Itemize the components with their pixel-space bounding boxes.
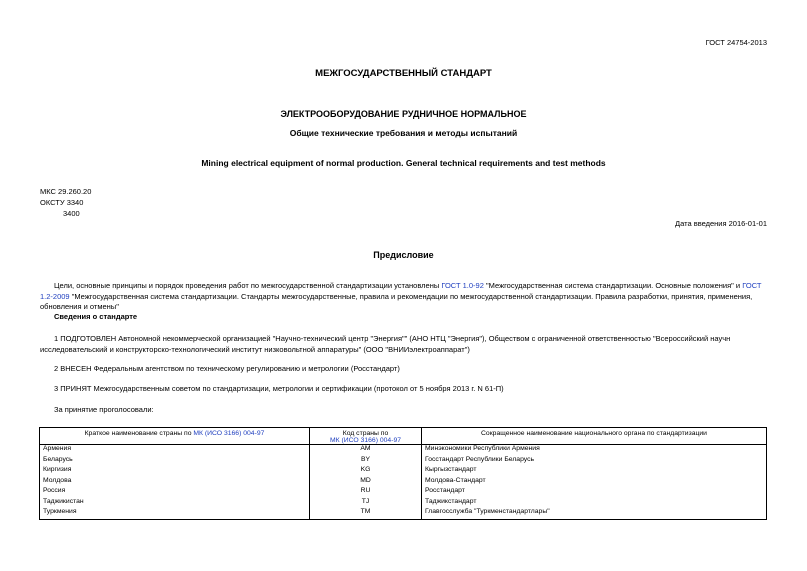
header-body: Сокращенное наименование национального органа по стандартизации: [422, 428, 767, 445]
standards-body: Молдова-Стандарт: [422, 477, 767, 488]
table-row: [40, 477, 767, 488]
table-row: [40, 498, 767, 509]
foreword-text-b: "Межгосударственная система стандартизации. Основные положения" и: [483, 281, 743, 290]
standards-body: Таджикстандарт: [422, 498, 767, 509]
english-title: Mining electrical equipment of normal production. General technical requirements and test methods: [201, 158, 606, 168]
main-title: ЭЛЕКТРООБОРУДОВАНИЕ РУДНИЧНОЕ НОРМАЛЬНОЕ: [280, 109, 527, 119]
countries-table: [39, 427, 767, 520]
country-name: Киргизия: [40, 466, 310, 477]
mks-code: МКС 29.260.20: [40, 187, 92, 196]
table-row: [40, 466, 767, 477]
country-name: Беларусь: [40, 456, 310, 467]
header-title: МЕЖГОСУДАРСТВЕННЫЙ СТАНДАРТ: [315, 68, 492, 79]
mk-iso-link-2[interactable]: МК (ИСО 3166) 004-97: [329, 437, 402, 444]
table-row: [40, 456, 767, 467]
item-1-line-2: исследовательский и конструкторско-технологический институт низковольтной аппаратуры" (ООО "ВНИИэлектроаппарат"): [40, 345, 470, 354]
gost-1-2-link[interactable]: ГОСТ 1.2-2009: [40, 281, 762, 301]
country-code: RU: [310, 487, 422, 498]
header-country: Краткое наименование страны по МК (ИСО 3166) 004-97: [40, 428, 310, 445]
subtitle: Общие технические требования и методы испытаний: [289, 128, 518, 138]
standards-body: Госстандарт Республики Беларусь: [422, 456, 767, 467]
country-name: Таджикистан: [40, 498, 310, 509]
foreword-paragraph: [40, 281, 768, 313]
gost-1-0-link[interactable]: ГОСТ 1.0-92: [441, 281, 484, 290]
header-code: Код страны по МК (ИСО 3166) 004-97: [310, 428, 422, 445]
table-row: [40, 445, 767, 456]
standards-body: Росстандарт: [422, 487, 767, 498]
standards-body: Главгосслужба "Туркменстандартлары": [422, 508, 767, 519]
country-code: AM: [310, 445, 422, 456]
item-2: 2 ВНЕСЕН Федеральным агентством по техническому регулированию и метрологии (Росстандарт): [54, 364, 400, 373]
country-name: Молдова: [40, 477, 310, 488]
country-code: TM: [310, 508, 422, 519]
mk-iso-link-1[interactable]: МК (ИСО 3166) 004-97: [193, 430, 265, 437]
country-name: Армения: [40, 445, 310, 456]
country-code: TJ: [310, 498, 422, 509]
standards-body: Минэкономики Республики Армения: [422, 445, 767, 456]
foreword-text-c: "Межгосударственная система стандартизации. Стандарты межгосударственные, правила и рекомендации по межгосударственной стандартизации. Правила разработки, принятия, применения, обновления и отмены": [40, 291, 753, 311]
country-name: Туркмения: [40, 508, 310, 519]
item-3: 3 ПРИНЯТ Межгосударственным советом по стандартизации, метрологии и сертификации (протокол от 5 ноября 2013 г. N 61-П): [54, 384, 504, 393]
country-name: Россия: [40, 487, 310, 498]
item-1-line-1: 1 ПОДГОТОВЛЕН Автономной некоммерческой организацией "Научно-технический центр "Энергия"" (АНО НТЦ "Энергия"), Обществом с ограниченной ответственностью "Всероссийский научн: [54, 334, 731, 343]
table-header-row: [40, 428, 767, 445]
about-heading: Сведения о стандарте: [54, 312, 138, 321]
foreword-heading: Предисловие: [373, 250, 434, 260]
standards-body: Кыргызстандарт: [422, 466, 767, 477]
country-code: KG: [310, 466, 422, 477]
voted-label: За принятие проголосовали:: [54, 405, 154, 414]
foreword-text-a: Цели, основные принципы и порядок проведения работ по межгосударственной стандартизации установлены: [54, 281, 442, 290]
country-code: BY: [310, 456, 422, 467]
okstu-code: ОКСТУ 3340: [40, 198, 84, 207]
table-row: [40, 487, 767, 498]
country-code: MD: [310, 477, 422, 488]
intro-date: Дата введения 2016-01-01: [675, 219, 767, 228]
okstu-code-2: 3400: [63, 209, 80, 218]
table-row: [40, 508, 767, 519]
document-id: ГОСТ 24754-2013: [705, 38, 767, 47]
